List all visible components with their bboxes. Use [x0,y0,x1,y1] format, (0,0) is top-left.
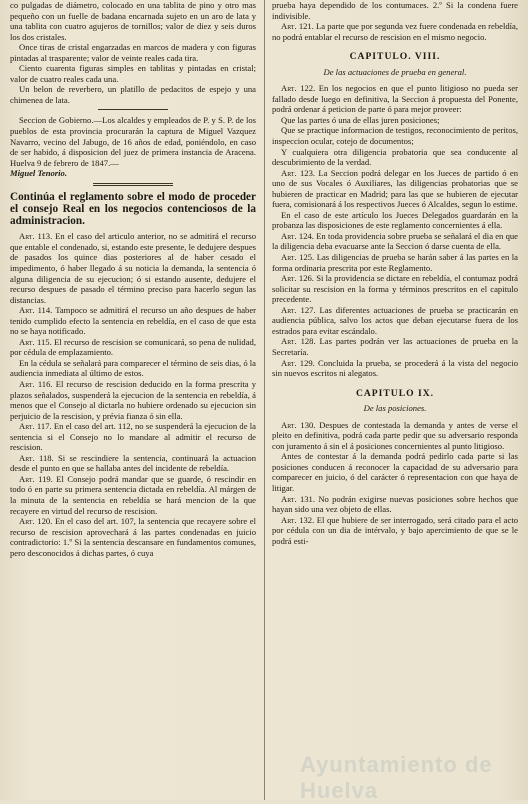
article-paragraph [272,21,518,42]
article-number: Art. 123. [281,167,319,178]
article-paragraph [272,494,518,515]
section-divider [93,183,173,186]
article-number: Art. 124. [281,230,317,241]
article-number: Art. 127. [281,304,320,315]
article-text: Tampoco se admitirá el recurso un año despues de haber tenido cumplido efecto la sentencia en rebeldía, en el caso de que esta no se haya notificado. [10,305,256,337]
section-divider [98,109,168,110]
article-number: Art. 125. [281,252,317,263]
signature: Miguel Tenorio. [10,168,67,179]
article-number: Art. 128. [281,336,320,347]
paragraph: Un belon de reverbero, un platillo de pedacitos de espejo y una chimenea de lata. [10,84,256,105]
article-number: Art. 130. [281,419,320,430]
article-paragraph [272,83,518,115]
article-text: La Seccion podrá delegar en los Jueces de partido ó en uno de sus Vocales ó Auxiliares, las diligencias probatorias que se hubieren de practicar en Madrid; para las que se hubieren de ejecutar fuera, comisionará á los respectivos Jueces ó Alcaldes, segun lo estime. [272,167,518,210]
article-number: Art. 121. [281,21,317,32]
article-paragraph [272,147,518,168]
left-column [10,0,256,800]
right-articles-chapter-8 [272,83,518,378]
article-text: En el caso de este artículo los Jueces Delegados guardarán en la probanza las disposiciones de este reglamento concernientes á ella. [272,209,518,231]
article-number: Art. 117. [19,421,54,432]
article-text: En el caso del art. 107, la sentencia que recayere sobre el recurso de rescision aprovechará á las partes condenadas en juicio contradictorio: 1.º Si la sentencia descansare en fundamentos comunes, pero desconocidos á dichas partes, ó cuya [10,516,256,558]
article-text: En toda providencia sobre prueba se señalará el dia en que la diligencia deba evacuarse ante la Seccion ó darse cuenta de ella. [272,230,518,252]
article-text: La parte que por segunda vez fuere condenada en rebeldía, no podrá entablar el recurso de rescision en el mismo negocio. [272,21,518,42]
article-paragraph [272,451,518,493]
section-heading: Continúa el reglamento sobre el modo de proceder el consejo Real en los negocios contenciosos de la administracion. [10,190,256,228]
article-text: Antes de contestar á la demanda podrá pedirlo cada parte si las posiciones conducen á reconocer la capacidad de su adversario para comparecer en juicio, ó del carácter ó representacion con que haya de litigar. [272,451,518,493]
article-paragraph [272,168,518,210]
article-text: El que hubiere de ser interrogado, será citado para el acto por cédula con un dia de intérvalo, y bajo apercimiento de que se le podrá esti- [272,514,518,546]
article-paragraph [272,305,518,337]
article-text: Concluida la prueba, se procederá á la vista del negocio sin nuevos escritos ni alegatos. [272,357,518,379]
chapter-title: CAPITULO IX. [355,387,435,399]
article-text: En el caso del articulo anterior, no se admitirá el recurso que entable el condenado, si, estando este presente, le dedujere despues de pasados los quince dias posteriores al de haber cesado el impedimento, ó haber llegado á su noticia la demanda, la sentencia ó alguna diligencia de su ejecucion; ó si estando ausente, dedujere el recurso despues de pasado el término preciso para hacerlo segun las distancias. [10,231,256,305]
column-rule [264,0,265,800]
article-paragraph [272,273,518,305]
article-paragraph [272,115,518,126]
article-paragraph [272,0,518,21]
article-number: Art. 131. [281,493,319,504]
article-paragraph [10,337,256,358]
article-number: Art. 122. [281,83,319,94]
article-paragraph [272,231,518,252]
article-paragraph [272,210,518,231]
article-number: Art. 118. [19,452,59,463]
article-paragraph [10,516,256,558]
article-number: Art. 120. [19,516,55,527]
left-articles [10,231,256,558]
article-text: Las diferentes actuaciones de prueba se practicarán en audiencia pública, salvo los actos que deban ejecutarse fuera de los estrados para evitar escándalo. [272,304,518,336]
chapter-title: CAPITULO. VIII. [349,51,441,63]
article-text: En los negocios en que el punto litigioso no pueda ser fallado desde luego en definitiva, la Seccion á propuesta del Ponente, podrá ordenar á peticion de parte ó para mejor proveer: [272,83,518,115]
article-number: Art. 114. [19,305,56,316]
article-text: No podrán exigirse nuevas posiciones sobre hechos que hayan sido una vez objeto de ellas. [272,493,518,515]
chapter-subtitle: De las actuaciones de prueba en general. [323,66,467,77]
article-text: Despues de contestada la demanda y antes de verse el pleito en definitiva, podrá cada parte pedir que su adversario responda con juramento á sin el á posiciones concernientes al punto litigioso. [272,419,518,451]
article-paragraph [272,420,518,452]
paragraph: co pulgadas de diámetro, colocado en una tablita de pino y otro mas pequeño con un fuelle de badana encarnada sujeto en un aro de lata y una tablita con cuatro agujeros de tornillos; valor de diez y seis duros los dos cristales. [10,0,256,42]
article-text: Y cualquiera otra diligencia probatoria que sea conducente al descubrimiento de la verdad. [272,146,518,168]
article-paragraph [272,252,518,273]
right-articles-chapter-9 [272,420,518,547]
paragraph: Ciento cuarenta figuras simples en tablitas y pintadas en cristal; valor de cuatro reales cada una. [10,63,256,84]
article-text: En el caso del art. 112, no se suspenderá la ejecucion de la sentencia si el Consejo no lo mandare al admitir el recurso de rescision. [10,421,256,453]
article-paragraph [10,358,256,379]
archive-watermark: Ayuntamiento de Huelva [300,752,493,803]
article-number: Art. 126. [281,273,317,284]
article-number: Art. 119. [19,473,57,484]
article-text: El recurso de rescision deducido en la forma prescrita y plazos señalados, suspenderá la ejecucion de la sentencia en rebeldía, á menos que el Consejo al dictarla no hubiere ordenado su ejecucion sin perjuicio de la rescision, y prévia fianza ó sin ella. [10,379,256,421]
article-paragraph [272,515,518,547]
article-paragraph [10,421,256,453]
right-top-articles [272,0,518,42]
article-number: Art. 116. [19,379,56,390]
paragraph: Once tiras de cristal engarzadas en marcos de madera y con figuras pintadas al trasparente; valor de veinte reales cada tira. [10,42,256,63]
article-number: Art. 132. [281,514,317,525]
article-paragraph [272,358,518,379]
article-text: prueba haya dependido de los contumaces. 2.º Si la condena fuere indivisible. [272,0,518,21]
article-text: El Consejo podrá mandar que se guarde, ó rescindir en todo ó en parte su primera sentencia dictada en rebeldía. Al márgen de la minuta de la sentencia en rebeldía se hará mencion de la que recayere en virtud del recurso de rescision. [10,473,256,516]
article-text: Si se rescindiere la sentencia, continuará la actuacion desde el punto en que se hallaba antes del incidente de rebeldía. [10,452,256,474]
article-paragraph [10,474,256,516]
article-text: El recurso de rescision se comunicará, so pena de nulidad, por cédula de emplazamiento. [10,336,256,358]
chapter-subtitle: De las posiciones. [363,403,427,414]
article-text: Que se practique informacion de testigos, reconocimiento de peritos, inspeccion ocular, cotejo de documentos; [272,125,518,147]
article-number: Art. 115. [19,336,55,347]
article-number: Art. 113. [19,231,56,242]
article-paragraph [10,379,256,421]
article-paragraph [10,231,256,305]
government-notice: Seccion de Gobierno.—Los alcaldes y empleados de P. y S. P. de los pueblos de esta provincia procurarán la captura de Miguel Vazquez Navarro, vecino del Jabugo, de 16 años de edad, poniéndolo, en caso de ser habido, á disposicion del juez de primera instancia de Aracena. Huelva 9 de febrero de 1847.— [10,115,256,168]
article-paragraph [272,125,518,146]
article-text: Que las partes ó una de ellas juren posiciones; [281,114,440,125]
article-paragraph [10,453,256,474]
article-paragraph [272,336,518,357]
article-text: Las partes podrán ver las actuaciones de prueba en la Secretaría. [272,336,518,357]
article-text: Si la providencia se dictare en rebeldía, el contumaz podrá solicitar su rescision en la forma y términos prescritos en el capitulo precedente. [272,273,518,305]
article-text: En la cédula se señalará para comparecer el término de seis dias, ó la audiencia inmediata al último de estos. [10,357,256,379]
article-text: Las diligencias de prueba se harán saber á las partes en la forma ordinaria prescrita por este Reglamento. [272,252,518,273]
article-paragraph [10,305,256,337]
right-column [272,0,518,800]
article-number: Art. 129. [281,357,318,368]
